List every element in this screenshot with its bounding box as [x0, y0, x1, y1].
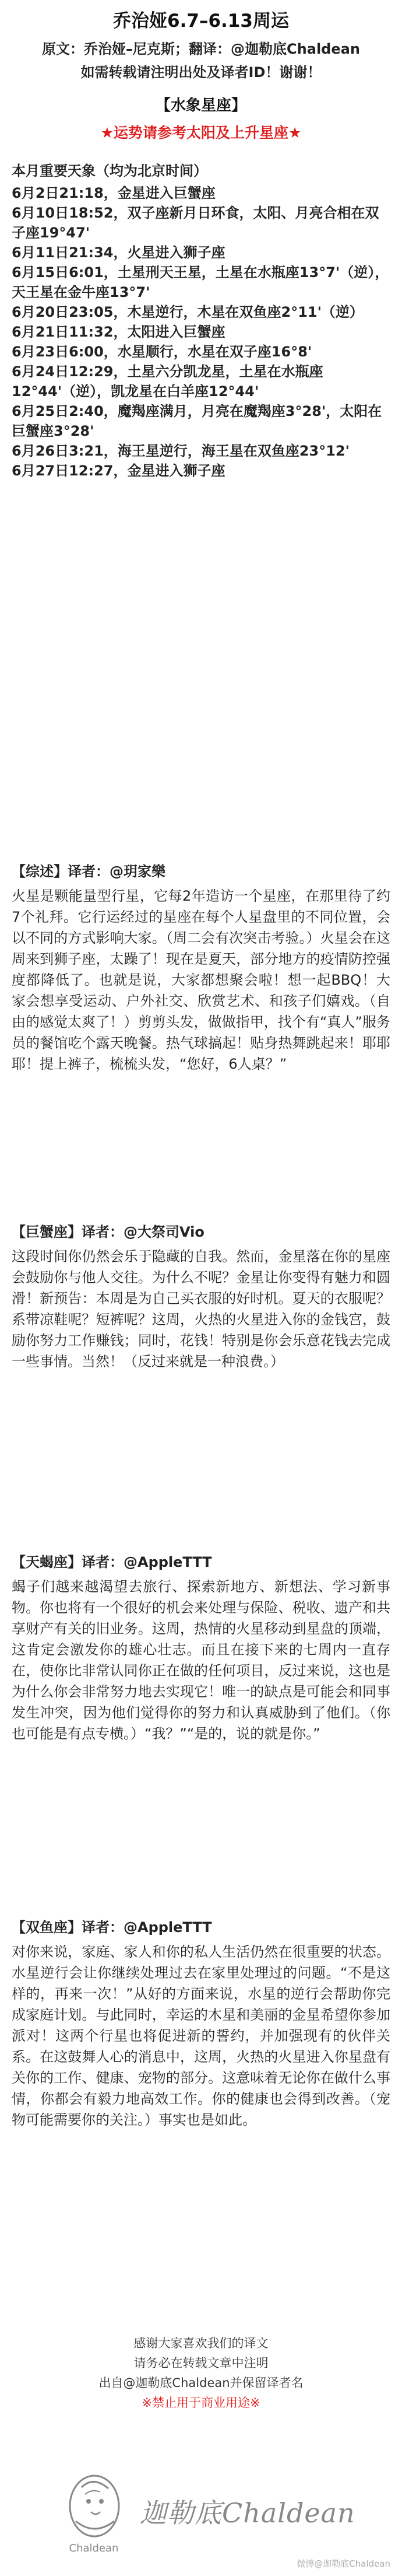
credit-line-repost-notice: 如需转载请注明出处及译者ID！谢谢！ [80, 64, 322, 80]
event-item: 6月20日23:05，木星逆行，木星在双鱼座2°11'（逆） [12, 304, 364, 320]
events-heading: 本月重要天象（均为北京时间） [12, 163, 207, 179]
sign-section-scorpio [12, 1552, 390, 1744]
footer-attribution-request: 请务必在转载文章中注明 [133, 2356, 269, 2370]
section-title: 【水象星座】 [155, 97, 246, 114]
sign-body: 蝎子们越来越渴望去旅行、探索新地方、新想法、学习新事物。你也将有一个很好的机会来处理与保险、税收、遗产和共享财产有关的旧业务。这周，热情的火星移动到星盘的顶端，这肯定会激发你的雄心壮志。而且在接下来的七周内一直存在，使你比非常认同你正在做的任何项目，反过来说，这也是为什么你会非常努力地去实现它！唯一的缺点是可能会和同事发生冲突，因为他们觉得你的努力和认真威胁到了他们。（你也可能是有点专横。）“我？”“是的，说的就是你。” [12, 1578, 390, 1742]
events-list [12, 161, 390, 481]
footer-commercial-warning: ※禁止用于商业用途※ [142, 2396, 260, 2410]
event-item: 6月27日12:27，金星进入狮子座 [12, 463, 225, 479]
event-item: 6月15日6:01，土星刑天王星，土星在水瓶座13°7'（逆），天王星在金牛座13°7' [12, 264, 389, 300]
event-item: 6月21日11:32，太阳进入巨蟹座 [12, 324, 225, 340]
event-item: 6月25日2:40，魔羯座满月，月亮在魔羯座3°28'，太阳在巨蟹座3°28' [12, 403, 382, 439]
sign-body: 这段时间你仍然会乐于隐藏的自我。然而，金星落在你的星座会鼓励你与他人交往。为什么不呢？金星让你变得有魅力和圆滑！新预告：本周是为自己买衣服的好时机。夏天的衣服呢？系带凉鞋呢？短裤呢？这周，火热的火星进入你的金钱宫，鼓励你努力工作赚钱；同时，花钱！特别是你会乐意花钱去完成一些事情。当然！（反过来就是一种浪费。） [12, 1248, 390, 1370]
event-item: 6月11日21:34，火星进入狮子座 [12, 244, 225, 261]
chaldean-logo-icon [58, 2471, 128, 2547]
sign-section-pisces [12, 1917, 390, 2130]
logo-wordmark: 迦勒底Chaldean [140, 2497, 355, 2529]
logo-caption: Chaldean [69, 2542, 119, 2554]
sign-section-overview [12, 861, 390, 1074]
sign-section-cancer [12, 1222, 390, 1372]
footer-thanks: 感谢大家喜欢我们的译文 [133, 2336, 269, 2350]
credit-line-source: 原文：乔治娅–尼克斯；翻译：@迦勒底Chaldean [42, 41, 360, 57]
weibo-watermark: 微博@迦勒底Chaldean [297, 2558, 390, 2569]
page-title: 乔治娅6.7–6.13周运 [113, 10, 289, 32]
footer-notice [0, 2333, 402, 2413]
sign-heading: 【综述】译者：@玥家樂 [12, 863, 165, 880]
sign-heading: 【巨蟹座】译者：@大祭司Vio [12, 1224, 204, 1240]
event-item: 6月23日6:00，水星顺行，水星在双子座16°8' [12, 344, 312, 360]
event-item: 6月26日3:21，海王星逆行，海王星在双鱼座23°12' [12, 443, 350, 459]
event-item: 6月10日18:52，双子座新月日环食，太阳、月亮合相在双子座19°47' [12, 205, 379, 241]
sign-heading: 【天蝎座】译者：@AppleTTT [12, 1554, 212, 1570]
sign-body: 火星是颗能量型行星，它每2年造访一个星座，在那里待了约7个礼拜。它行运经过的星座在每个人星盘里的不同位置，会以不同的方式影响大家。（周二会有次突击考验。）火星会在这周来到狮子座，太躁了！现在是夏天，部分地方的疫情防控强度都降低了。也就是说，大家都想聚会啦！想一起BBQ！大家会想享受运动、户外社交、欣赏艺术、和孩子们嬉戏。（自由的感觉太爽了！）剪剪头发，做做指甲，找个有“真人”服务员的餐馆吃个露天晚餐。热气球搞起！贴身热舞跳起来！耶耶耶！提上裤子，梳梳头发，“您好，6人桌？” [12, 888, 390, 1072]
reference-note: ★运势请参考太阳及上升星座★ [100, 124, 302, 141]
event-item: 6月2日21:18，金星进入巨蟹座 [12, 185, 216, 201]
event-item: 6月24日12:29，土星六分凯龙星，土星在水瓶座12°44'（逆），凯龙星在白羊座12°44' [12, 363, 323, 400]
sign-heading: 【双鱼座】译者：@AppleTTT [12, 1919, 212, 1936]
footer-source: 出自@迦勒底Chaldean并保留译者名 [98, 2376, 304, 2390]
sign-body: 对你来说，家庭、家人和你的私人生活仍然在很重要的状态。水星逆行会让你继续处理过去在家里处理过的问题。“不是这样的，再来一次！”从好的方面来说，水星的逆行会帮助你完成家庭计划。与此同时，幸运的木星和美丽的金星希望你参加派对！这两个行星也将促进新的誓约，并加强现有的伙伴关系。在这鼓舞人心的消息中，这周，火热的火星进入你星盘有关你的工作、健康、宠物的部分。这意味着无论你在做什么事情，你都会有毅力地高效工作。你的健康也会得到改善。（宠物可能需要你的关注。）事实也是如此。 [12, 1944, 390, 2128]
brand-logo [0, 2471, 402, 2564]
